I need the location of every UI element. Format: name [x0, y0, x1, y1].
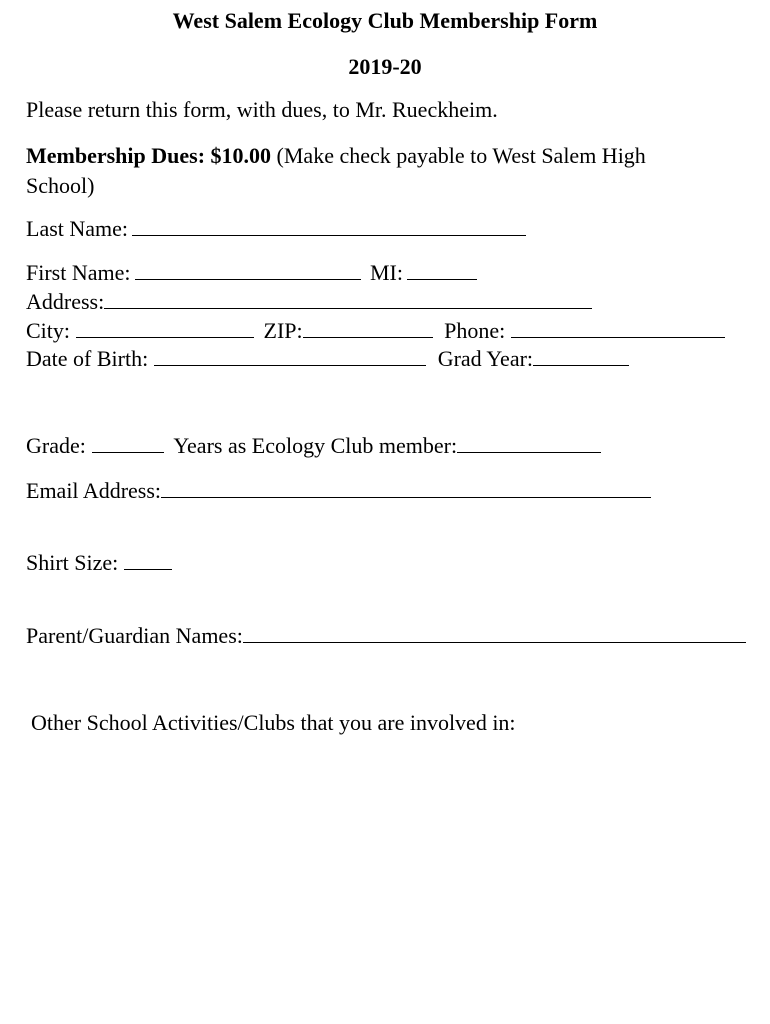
last-name-label: Last Name:: [26, 216, 129, 241]
grade-label: Grade:: [26, 433, 86, 458]
email-field[interactable]: [161, 496, 651, 498]
dob-row: [26, 348, 629, 370]
email-row: [26, 480, 651, 502]
first-name-field[interactable]: [135, 278, 361, 280]
city-label: City:: [26, 318, 71, 343]
dues-line: [26, 145, 646, 167]
years-member-field[interactable]: [457, 451, 601, 453]
last-name-field[interactable]: [132, 234, 526, 236]
zip-label: ZIP:: [263, 318, 303, 343]
address-label: Address:: [26, 289, 105, 314]
grade-row: [26, 435, 601, 457]
dob-label: Date of Birth:: [26, 346, 149, 371]
mi-field[interactable]: [407, 278, 477, 280]
dues-note: (Make check payable to West Salem High: [276, 143, 646, 168]
first-name-label: First Name:: [26, 260, 131, 285]
mi-label: MI:: [370, 260, 403, 285]
dues-note-cont: School): [26, 173, 95, 198]
grad-year-label: Grad Year:: [437, 346, 534, 371]
city-field[interactable]: [76, 336, 254, 338]
instructions: Please return this form, with dues, to Mr. Rueckheim.: [26, 97, 498, 122]
address-field[interactable]: [104, 307, 592, 309]
city-row: [26, 320, 725, 342]
dues-label: Membership Dues: $10.00: [26, 143, 272, 168]
parent-names-row: [26, 625, 746, 647]
parent-names-label: Parent/Guardian Names:: [26, 623, 243, 648]
other-activities-area[interactable]: [26, 745, 746, 1005]
email-label: Email Address:: [26, 478, 162, 503]
phone-field[interactable]: [511, 336, 725, 338]
parent-names-field[interactable]: [243, 641, 746, 643]
first-name-row: [26, 262, 477, 284]
grade-field[interactable]: [92, 451, 164, 453]
shirt-size-field[interactable]: [124, 568, 172, 570]
last-name-row: [26, 218, 526, 240]
dob-field[interactable]: [154, 364, 426, 366]
address-row: [26, 291, 592, 313]
other-activities-label: Other School Activities/Clubs that you are involved in:: [31, 710, 516, 735]
shirt-size-label: Shirt Size:: [26, 550, 119, 575]
form-title: West Salem Ecology Club Membership Form: [172, 8, 598, 33]
shirt-size-row: [26, 552, 172, 574]
years-member-label: Years as Ecology Club member:: [173, 433, 458, 458]
phone-label: Phone:: [444, 318, 506, 343]
grad-year-field[interactable]: [533, 364, 629, 366]
school-year: 2019-20: [348, 54, 422, 79]
zip-field[interactable]: [303, 336, 433, 338]
